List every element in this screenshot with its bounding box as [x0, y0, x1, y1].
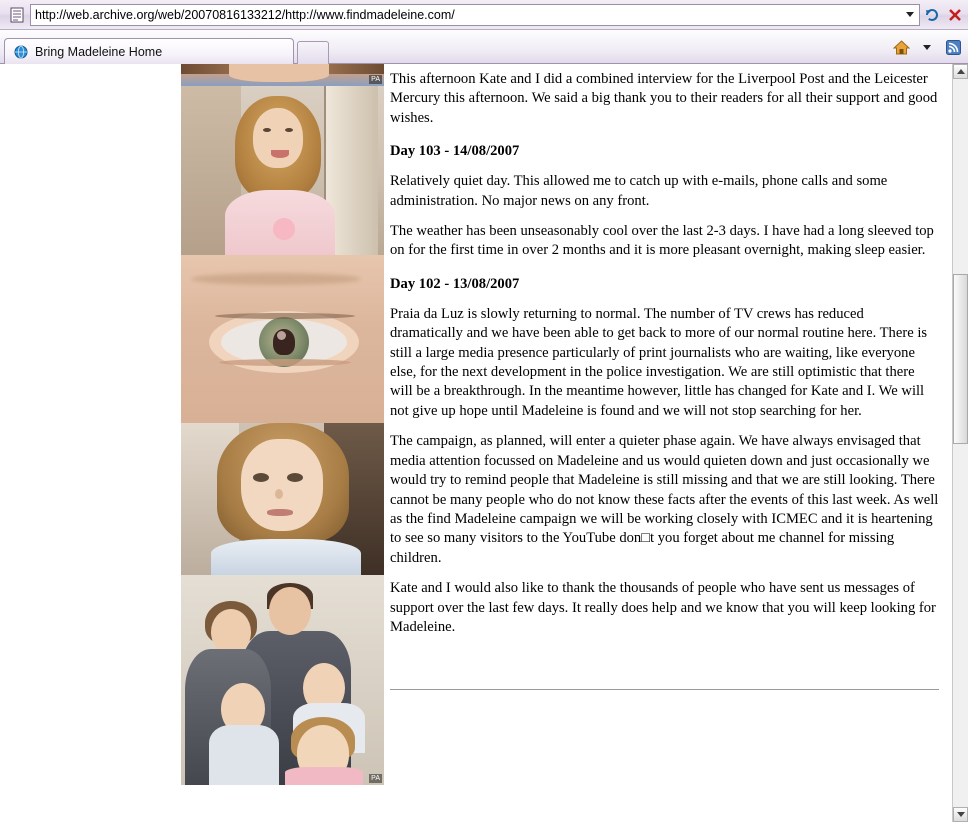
scroll-down-arrow[interactable]: [953, 807, 968, 822]
blog-entry-heading-day-103: Day 103 - 14/08/2007: [390, 143, 520, 160]
toolbar-right: [890, 36, 964, 58]
page-icon: [6, 4, 28, 26]
tab-bring-madeleine-home[interactable]: [4, 38, 294, 64]
blog-paragraph: The weather has been unseasonably cool over the last 2-3 days. I have had a long sleeved top on for the first time in over 2 months and it is more pleasant overnight, making sleep easier.: [390, 223, 934, 259]
page-content: [181, 64, 953, 785]
page-viewport: [0, 64, 968, 822]
stop-button[interactable]: [944, 3, 966, 27]
url-dropdown-button[interactable]: [900, 4, 920, 26]
blog-intro-paragraph: This afternoon Kate and I did a combined interview for the Liverpool Post and the Leicester Mercury this afternoon. We said a big thank you to their readers for all their support and good wishes.: [390, 71, 938, 126]
blog-paragraph: Kate and I would also like to thank the thousands of people who have sent us messages of support over the last few days. It really does help and we know that you will keep looking for Madeleine.: [390, 580, 936, 635]
content-divider: [390, 689, 939, 690]
chevron-down-icon[interactable]: [916, 36, 938, 58]
url-input[interactable]: http://web.archive.org/web/20070816133212/http://www.findmadeleine.com/: [30, 4, 900, 26]
globe-icon: [13, 44, 29, 60]
blog-paragraph: Relatively quiet day. This allowed me to catch up with e-mails, phone calls and some administration. No major news on any front.: [390, 173, 888, 209]
feed-icon[interactable]: [942, 36, 964, 58]
tab-label: Bring Madeleine Home: [35, 44, 163, 59]
blog-entry-heading-day-102: Day 102 - 13/08/2007: [390, 275, 520, 292]
web-page: [0, 64, 953, 822]
photo-madeleine-pink-top: [181, 86, 384, 255]
page-left-margin: [0, 64, 181, 822]
blog-paragraph: Praia da Luz is slowly returning to normal. The number of TV crews has reduced dramatically and we have been able to get back to more of our normal routine here. There is still a large media presence particularly of print journalists who are waiting, like everyone else, for the next development in the police investigation. We are still optimistic that there will be a breakthrough. In the meantime however, little has changed for Kate and I. We will not give up hope until Madeleine is found and we will not stop searching for her.: [390, 305, 928, 419]
blog-paragraph: The campaign, as planned, will enter a quieter phase again. We have always envisaged that media attention focussed on Madeleine and us would quieten down and just occasionally we would try to remind people that Madeleine is still missing and that we are still looking. There cannot be many people who do not know these facts after the events of this last week. As well as the find Madeleine campaign we will be working closely with ICMEC and it is heartening to see so many visitors to the YouTube don□t you forget about me channel for missing children.: [390, 433, 939, 566]
photo-child-cropped-top: [181, 64, 384, 86]
blog-text-column: [384, 64, 953, 785]
refresh-button[interactable]: [921, 3, 943, 27]
scrollbar-thumb[interactable]: [953, 274, 968, 444]
photo-madeleine-portrait: [181, 423, 384, 575]
photo-mccann-family: [181, 575, 384, 785]
new-tab-button[interactable]: [297, 41, 329, 64]
home-icon[interactable]: [890, 36, 912, 58]
chevron-down-icon: [906, 12, 914, 17]
tab-strip: [0, 30, 968, 64]
photo-credit: PA: [371, 775, 380, 782]
page-scrollbar[interactable]: [952, 64, 968, 822]
photo-credit: PA: [371, 76, 380, 83]
photo-column: [181, 64, 384, 785]
address-bar: [0, 0, 968, 30]
scroll-up-arrow[interactable]: [953, 64, 968, 79]
photo-eye-closeup-coloboma: [181, 255, 384, 423]
